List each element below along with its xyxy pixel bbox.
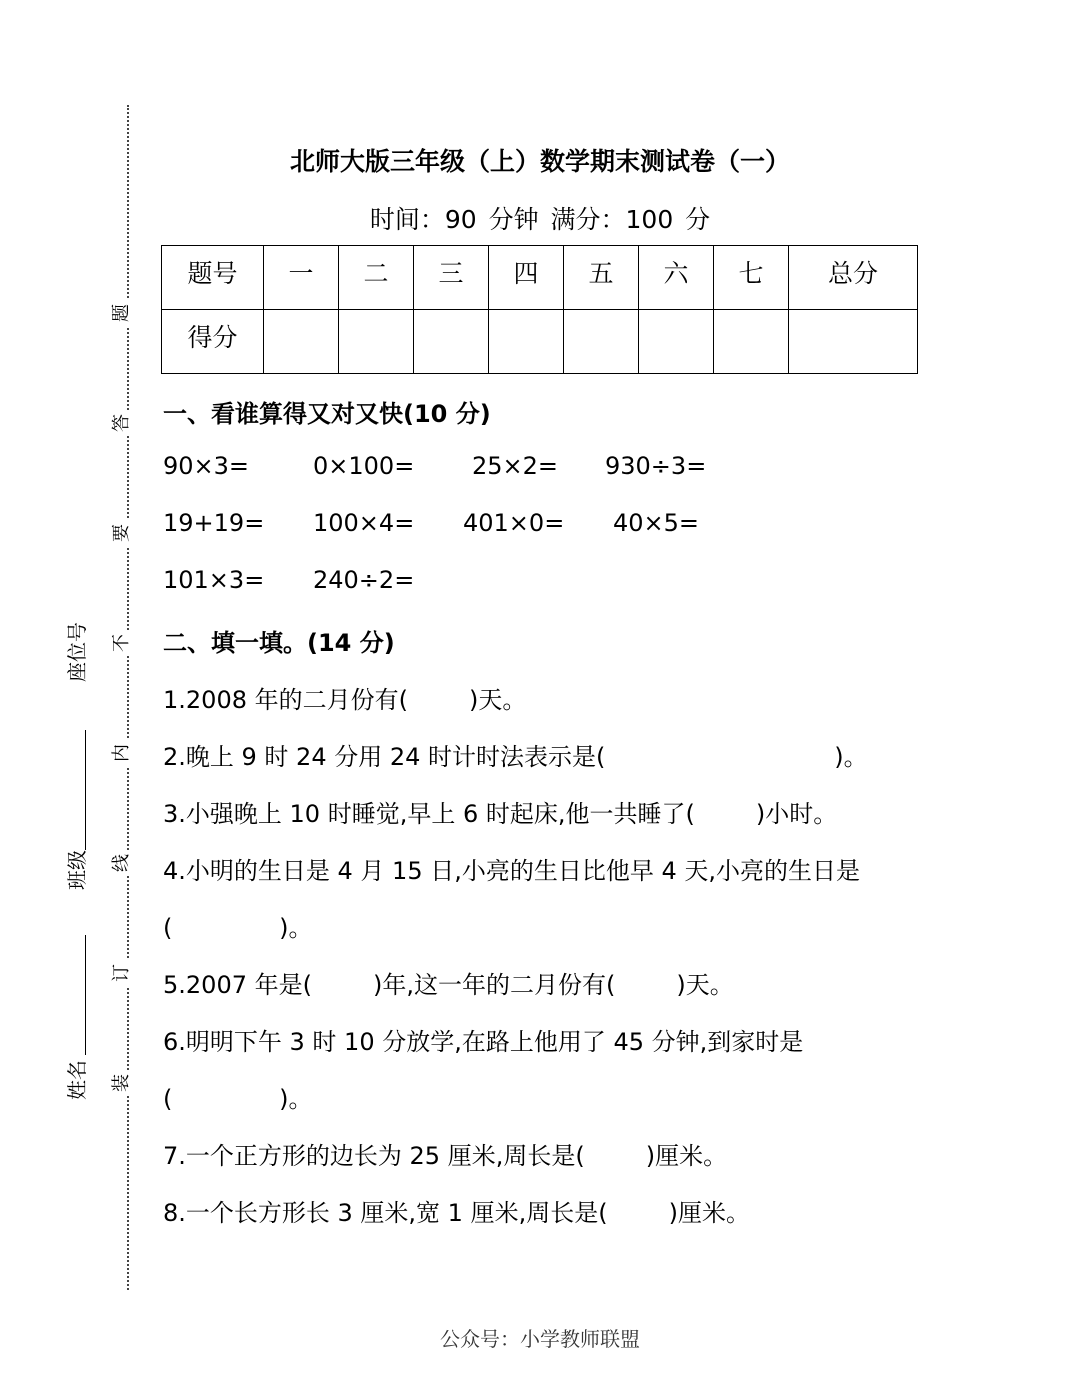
- question-line: 2.晚上 9 时 24 分用 24 时计时法表示是( )。: [163, 743, 868, 771]
- binding-char: 订: [107, 960, 133, 986]
- score-table: [161, 245, 918, 374]
- header-cell: 六: [639, 246, 714, 310]
- calc-item: 40×5=: [613, 509, 700, 537]
- score-cell[interactable]: [339, 310, 414, 374]
- seat-number-label: 座位号: [65, 622, 89, 682]
- header-cell: 四: [489, 246, 564, 310]
- calc-item: 90×3=: [163, 452, 250, 480]
- score-cell[interactable]: [489, 310, 564, 374]
- question-line: 4.小明的生日是 4 月 15 日,小亮的生日比他早 4 天,小亮的生日是: [163, 857, 861, 885]
- calc-item: 240÷2=: [313, 566, 415, 594]
- binding-char: 答: [107, 410, 133, 436]
- section2-title: 二、填一填。(14 分): [163, 629, 395, 657]
- question-line: 7.一个正方形的边长为 25 厘米,周长是( )厘米。: [163, 1142, 728, 1170]
- calc-item: 25×2=: [472, 452, 559, 480]
- calc-item: 401×0=: [463, 509, 565, 537]
- header-cell: 总分: [789, 246, 918, 310]
- question-line: ( )。: [163, 1085, 313, 1113]
- header-cell: 题号: [162, 246, 264, 310]
- score-row-label: 得分: [162, 310, 264, 374]
- header-cell: 七: [714, 246, 789, 310]
- score-cell[interactable]: [264, 310, 339, 374]
- score-cell[interactable]: [789, 310, 918, 374]
- name-label: 姓名: [65, 1060, 89, 1100]
- header-cell: 五: [564, 246, 639, 310]
- question-line: ( )。: [163, 914, 313, 942]
- calc-item: 101×3=: [163, 566, 265, 594]
- score-cell[interactable]: [564, 310, 639, 374]
- question-line: 5.2007 年是( )年,这一年的二月份有( )天。: [163, 971, 734, 999]
- binding-char: 要: [107, 520, 133, 546]
- binding-char: 装: [107, 1070, 133, 1096]
- score-cell[interactable]: [714, 310, 789, 374]
- question-line: 8.一个长方形长 3 厘米,宽 1 厘米,周长是( )厘米。: [163, 1199, 750, 1227]
- class-underline[interactable]: [85, 730, 86, 850]
- section1-title: 一、看谁算得又对又快(10 分): [163, 400, 491, 428]
- exam-title: 北师大版三年级（上）数学期末测试卷（一）: [289, 147, 790, 176]
- question-line: 6.明明下午 3 时 10 分放学,在路上他用了 45 分钟,到家时是: [163, 1028, 804, 1056]
- exam-subtitle: 时间：90 分钟 满分：100 分: [369, 205, 711, 234]
- class-label: 班级: [65, 850, 89, 890]
- binding-char: 题: [107, 300, 133, 326]
- calc-item: 0×100=: [313, 452, 415, 480]
- header-cell: 一: [264, 246, 339, 310]
- score-table-score-row: [162, 310, 918, 374]
- name-underline[interactable]: [85, 935, 86, 1055]
- binding-char: 线: [107, 850, 133, 876]
- score-cell[interactable]: [414, 310, 489, 374]
- calc-item: 930÷3=: [605, 452, 707, 480]
- calc-item: 100×4=: [313, 509, 415, 537]
- question-line: 3.小强晚上 10 时睡觉,早上 6 时起床,他一共睡了( )小时。: [163, 800, 838, 828]
- footer-watermark: 公众号：小学教师联盟: [440, 1327, 640, 1351]
- binding-char: 不: [107, 630, 133, 656]
- binding-dotted-line: [127, 105, 129, 1290]
- header-cell: 二: [339, 246, 414, 310]
- score-table-header-row: [162, 246, 918, 310]
- score-cell[interactable]: [639, 310, 714, 374]
- header-cell: 三: [414, 246, 489, 310]
- calc-item: 19+19=: [163, 509, 265, 537]
- binding-char: 内: [107, 740, 133, 766]
- question-line: 1.2008 年的二月份有( )天。: [163, 686, 527, 714]
